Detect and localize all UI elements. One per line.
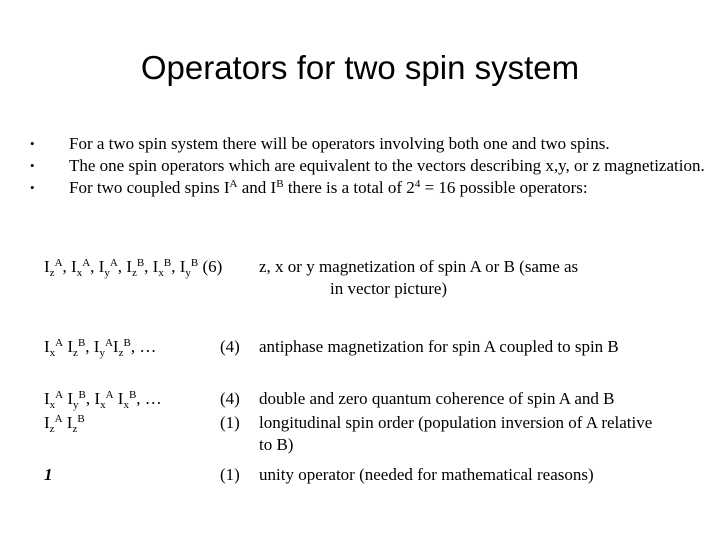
bullet-list xyxy=(30,133,710,199)
bullet-icon: • xyxy=(30,180,35,195)
bullet-item xyxy=(30,155,710,177)
operator-count: (1) xyxy=(220,413,240,432)
operator-count: (4) xyxy=(220,389,240,408)
bullet-item xyxy=(30,177,710,199)
operator-count: (1) xyxy=(220,465,240,484)
operator-count: (4) xyxy=(220,337,240,356)
operator-description: antiphase magnetization for spin A coupled to spin B xyxy=(259,337,619,356)
unity-operator: 1 xyxy=(44,465,53,484)
operator-description: unity operator (needed for mathematical reasons) xyxy=(259,465,594,484)
bullet-text: For a two spin system there will be operators involving both one and two spins. xyxy=(69,134,610,153)
bullet-item xyxy=(30,133,710,155)
operators-antiphase: $I_x^A$ $I_z^B$, $I_y^AI_z^B$, … xyxy=(44,337,157,359)
operator-description: double and zero quantum coherence of spin A and B xyxy=(259,389,615,408)
bullet-text: For two coupled spins $I^A$ and $I^B$ there is a total of $2^4 = 16$ possible operators: xyxy=(69,178,588,197)
bullet-text: The one spin operators which are equivalent to the vectors describing x,y, or z magnetization. xyxy=(69,156,705,175)
operator-count: (6) xyxy=(202,257,223,276)
operators-coherence: $I_x^A$ $I_y^B$, $I_x^A$ $I_x^B$, … xyxy=(44,389,162,411)
operator-description: longitudinal spin order (population inversion of A relative to B) xyxy=(259,413,653,454)
operators-single-spin: $I_z^A$, $I_x^A$, $I_y^A$, $I_z^B$, $I_x^B$, $I_y^B$ (6) xyxy=(44,257,223,279)
slide-title: Operators for two spin system xyxy=(140,49,580,86)
operators-longitudinal: $I_z^A$ $I_z^B$ xyxy=(44,413,85,435)
operator-description: z, x or y magnetization of spin A or B (same as in vector picture) xyxy=(259,257,579,298)
bullet-icon: • xyxy=(30,136,35,151)
bullet-icon: • xyxy=(30,158,35,173)
